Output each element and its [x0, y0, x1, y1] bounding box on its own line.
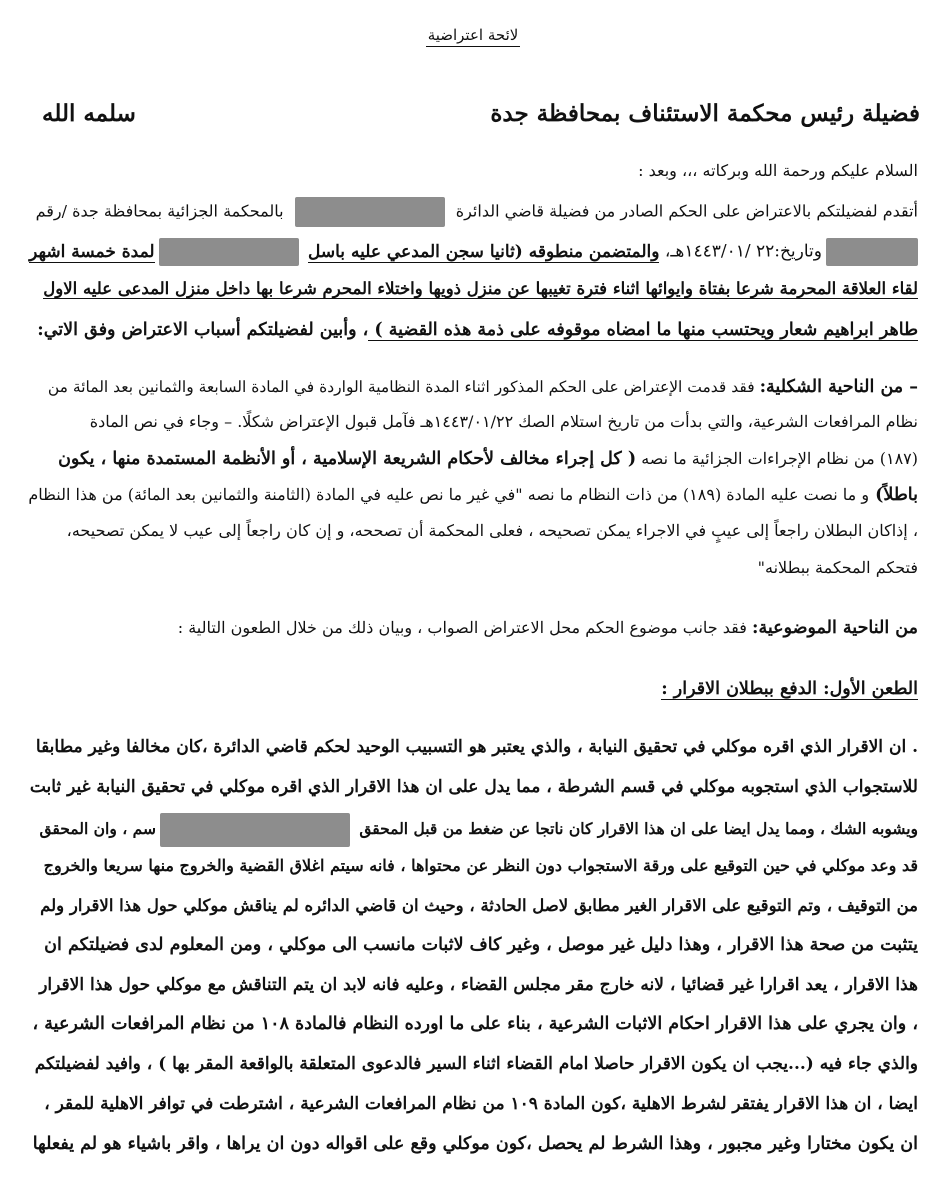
substantive-line: من الناحية الموضوعية: فقد جانب موضوع الحكم محل الاعتراض الصواب ، وبيان ذلك من خلال الطعون التالية :: [177, 618, 918, 638]
addressee: فضيلة رئيس محكمة الاستئناف بمحافظة جدة: [490, 100, 920, 127]
appeal-1-line-10: ايضا ، ان هذا الاقرار يفتقر لشرط الاهلية ،كون المادة ١٠٩ من نظام المرافعات الشرعية ، اشترطت في توافر الاهلية للمقر ،: [44, 1094, 918, 1114]
formal-line-3: (١٨٧) من نظام الإجراءات الجزائية ما نصه ( كل إجراء مخالف لأحكام الشريعة الإسلامية ، أو الأنظمة المستمدة منها ، يكون: [58, 449, 918, 469]
redaction-block: [159, 238, 299, 266]
redaction-block: [826, 238, 918, 266]
intro-line-1: أتقدم لفضيلتكم بالاعتراض على الحكم الصادر من فضيلة قاضي الدائرة بالمحكمة الجزائية بمحافظة جدة /رقم: [28, 197, 918, 227]
redaction-block: [160, 813, 350, 847]
formal-line-5: ، إذاكان البطلان راجعاً إلى عيبٍ في الاجراء يمكن تصحيحه ، فعلى المحكمة أن تصححه، و إن كان راجعاً إلى عيب لا يمكن تصحيحه،: [66, 521, 918, 540]
greeting: السلام عليكم ورحمة الله وبركاته ،،، وبعد :: [638, 161, 918, 180]
formal-line-6: فتحكم المحكمة ببطلانه": [757, 558, 918, 577]
appeal-1-line-3: ويشوبه الشك ، ومما يدل ايضا على ان هذا الاقرار كان ناتجا عن ضغط من قبل المحقق سم ، وان المحقق: [28, 813, 918, 847]
appeal-1-line-8: ، وان يجري على هذا الاقرار احكام الاثبات الشرعية ، بناء على ما اورده النظام فالمادة ١٠٨ من نظام المرافعات الشرعية ،: [32, 1014, 918, 1034]
appeal-1-heading: الطعن الأول: الدفع ببطلان الاقرار :: [661, 679, 918, 699]
intro-line-4: طاهر ابراهيم شعار ويحتسب منها ما امضاه موقوفه على ذمة هذه القضية ) ، وأبين لفضيلتكم أسباب الاعتراض وفق الاتي:: [37, 320, 918, 340]
appeal-1-line-2: للاستجواب الذي استجوبه موكلي في قسم الشرطة ، مما يدل على ان هذا الاقرار الذي اقره موكلي في تحقيق النيابة غير ثابت: [29, 777, 918, 797]
appeal-1-line-11: ان يكون مختارا وغير مجبور ، وهذا الشرط لم يحصل ،كون موكلي وقع على اقواله دون ان يراها ، واقر باشياء هو لم يفعلها: [32, 1134, 918, 1154]
intro-line-2: وتاريخ:٢٢ /١٤٤٣/٠١هـ، والمتضمن منطوقه (ثانيا سجن المدعي عليه باسل لمدة خمسة اشهر: [28, 238, 918, 266]
formal-line-1: – من الناحية الشكلية: فقد قدمت الإعتراض على الحكم المذكور اثناء المدة النظامية الواردة في المادة السابعة والثمانين بعد المائة من: [47, 377, 918, 397]
appeal-1-line-6: يتثبت من صحة هذا الاقرار ، وهذا دليل غير موصل ، وغير كاف لاثبات مانسب الى موكلي ، ومن المعلوم لدى فضيلتكم ان: [44, 935, 918, 955]
honorific: سلمه الله: [42, 100, 136, 127]
formal-line-4: باطلاً) و ما نصت عليه المادة (١٨٩) من ذات النظام ما نصه "في غير ما نص عليه في المادة (الثامنة والثمانين بعد المائة) من هذا النظام: [28, 485, 918, 505]
intro-line-3: لقاء العلاقة المحرمة شرعا بفتاة وايوائها اثناء فترة تغيبها عن منزل ذويها واختلاء المحرم شرعا بها داخل منزل المدعى عليه الاول: [43, 279, 918, 298]
appeal-1-line-7: هذا الاقرار ، يعد اقرارا غير قضائيا ، لانه خارج مقر مجلس القضاء ، وعليه فانه لابد ان يتم التناقش مع موكلي حول هذا الاقرار: [39, 975, 918, 995]
appeal-1-line-1: . ان الاقرار الذي اقره موكلي في تحقيق النيابة ، والذي يعتبر هو التسبيب الوحيد لحكم قاضي الدائرة ،كان مخالفا وغير مطابقا: [35, 737, 918, 757]
document-title: لائحة اعتراضية: [0, 26, 946, 44]
appeal-1-line-9: والذي جاء فيه (...يجب ان يكون الاقرار حاصلا امام القضاء اثناء السير فالدعوى المتعلقة بالواقعة المقر بها ) ، وافيد لفضيلتكم: [34, 1054, 918, 1074]
redaction-block: [295, 197, 445, 227]
appeal-1-line-4: قد وعد موكلي في حين التوقيع على ورقة الاستجواب دون النظر عن محتواها ، فانه سيتم اغلاق القضية والخروج منها سريعا والخروج: [43, 856, 918, 875]
formal-line-2: نظام المرافعات الشرعية، والتي بدأت من تاريخ استلام الصك ١٤٤٣/٠١/٢٢هـ فآمل قبول الإعتراض شكلًا. – وجاء في نص المادة: [89, 412, 918, 431]
appeal-1-line-5: من التوقيف ، وتم التوقيع على الاقرار الغير مطابق لاصل الحادثة ، وحيث ان قاضي الدائره لم يناقش موكلي حول هذا الاقرار ولم: [40, 896, 918, 915]
